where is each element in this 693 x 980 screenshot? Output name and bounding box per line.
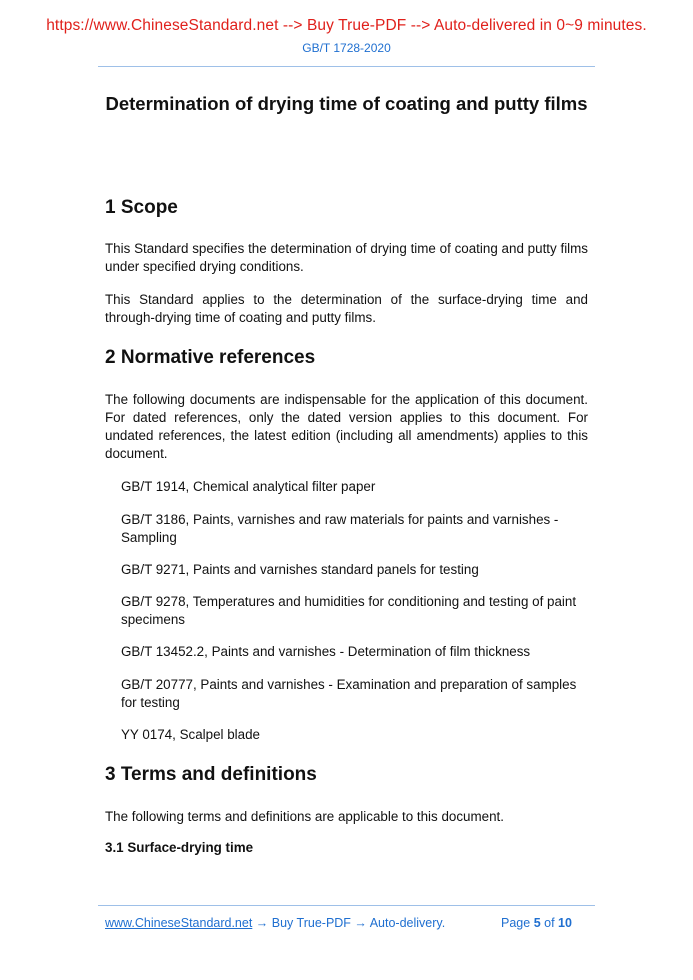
section-heading-scope: 1 Scope [105, 197, 178, 218]
standard-code: GB/T 1728-2020 [302, 41, 391, 55]
terms-intro: The following terms and definitions are applicable to this document. [105, 809, 504, 824]
reference-item: GB/T 3186, Paints, varnishes and raw materials for paints and varnishes - Sampling [121, 512, 559, 545]
footer-left [105, 916, 445, 930]
scope-paragraph-1: This Standard specifies the determination of drying time of coating and putty films under specified drying conditions. [105, 241, 588, 274]
page-label: Page [501, 916, 531, 930]
document-title: Determination of drying time of coating and putty films [105, 93, 588, 114]
scope-paragraph-2: This Standard applies to the determination of the surface-drying time and through-drying time of coating and putty films. [105, 292, 588, 325]
subsection-heading-3-1: 3.1 Surface-drying time [105, 840, 254, 855]
section-heading-normative: 2 Normative references [105, 347, 316, 368]
footer-divider [98, 905, 595, 906]
normative-intro: The following documents are indispensable for the application of this document. For dated references, only the dated version applies to this document. For undated references, the latest edition (including all amendments) applies to this document. [105, 392, 588, 461]
reference-item: GB/T 20777, Paints and varnishes - Examination and preparation of samples for testing [121, 677, 577, 710]
section-heading-terms: 3 Terms and definitions [105, 764, 317, 785]
footer-website-link[interactable]: www.ChineseStandard.net [105, 916, 253, 930]
reference-item: GB/T 1914, Chemical analytical filter paper [121, 479, 376, 494]
of-label: of [544, 916, 555, 930]
page-total: 10 [558, 916, 572, 930]
header-banner: https://www.ChineseStandard.net --> Buy True-PDF --> Auto-delivered in 0~9 minutes. [46, 17, 647, 34]
reference-item: GB/T 13452.2, Paints and varnishes - Determination of film thickness [121, 644, 531, 659]
reference-item: GB/T 9271, Paints and varnishes standard panels for testing [121, 562, 479, 577]
reference-item: YY 0174, Scalpel blade [121, 727, 260, 742]
page-indicator [501, 916, 572, 930]
footer-tagline: → Buy True-PDF → Auto-delivery. [252, 916, 446, 930]
page-number: 5 [533, 916, 541, 930]
header-divider [98, 66, 595, 67]
reference-item: GB/T 9278, Temperatures and humidities for conditioning and testing of paint specimens [121, 594, 577, 627]
